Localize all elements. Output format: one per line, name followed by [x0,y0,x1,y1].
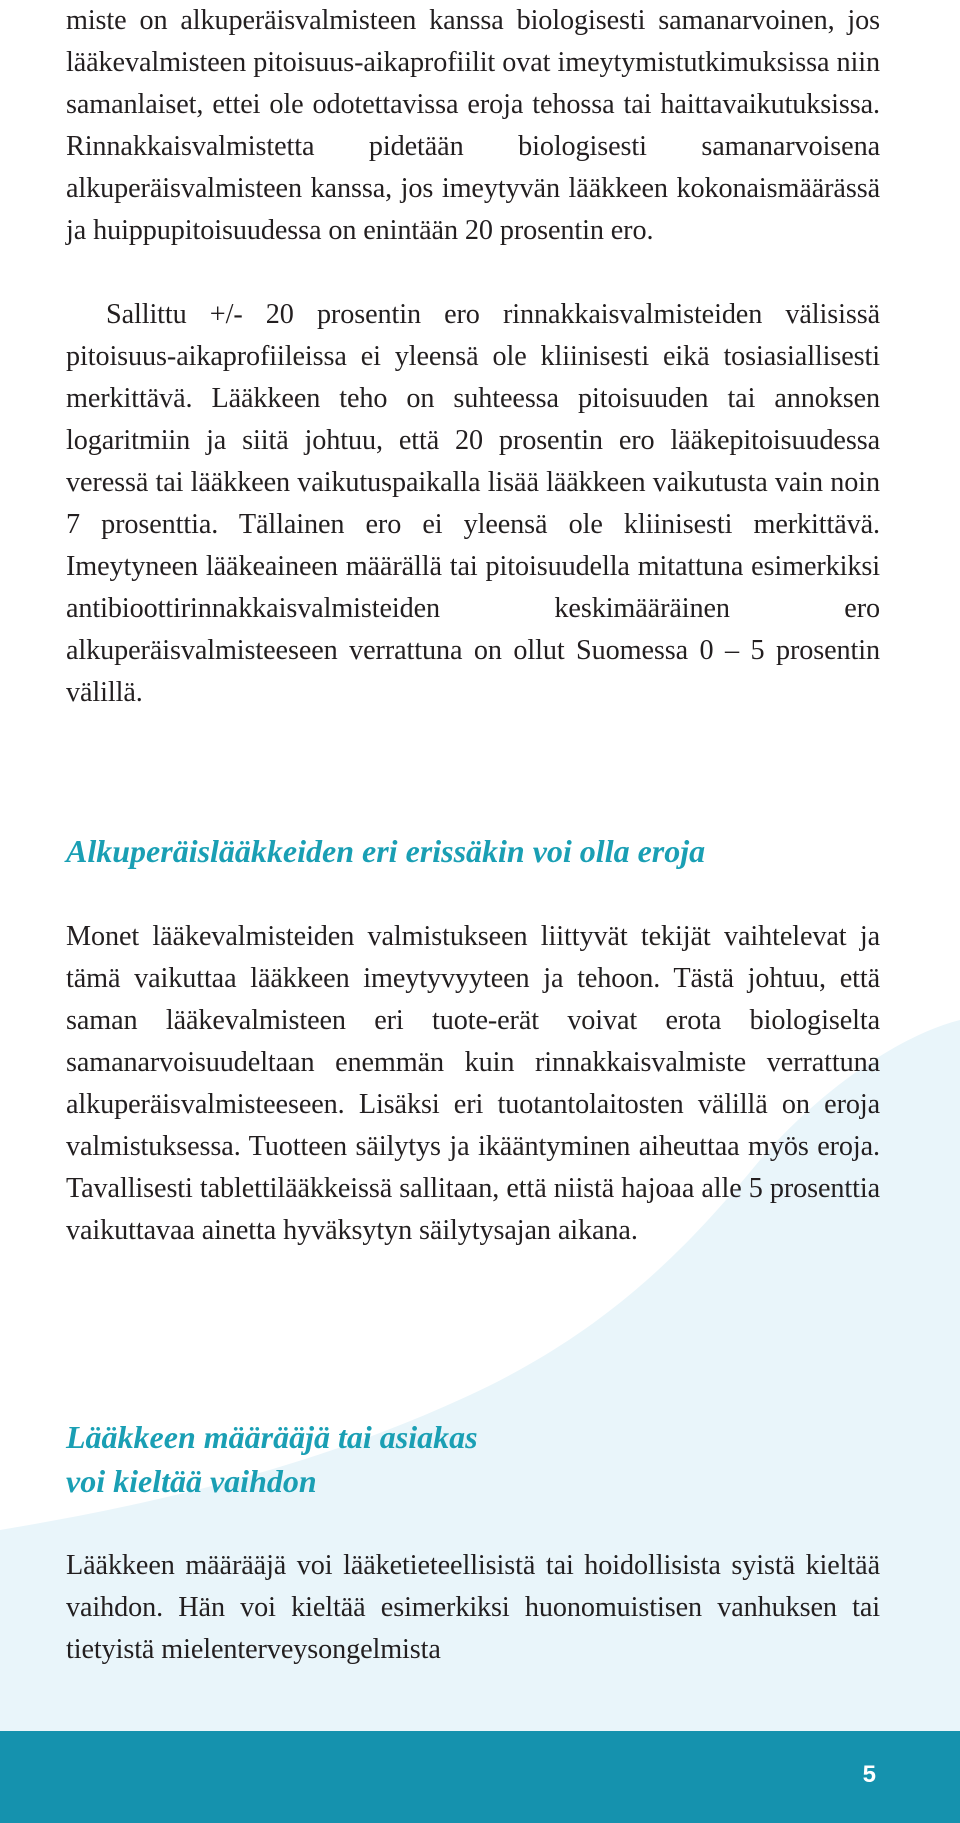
body-paragraph-2: Sallittu +/- 20 prosentin ero rinnakkaisvalmisteiden välisissä pitoisuus-aikaprofiileissa ei yleensä ole kliinisesti eikä tosiasiallisesti merkittävä. Lääkkeen teho on suhteessa pitoisuuden tai annoksen logaritmiin ja siitä johtuu, että 20 prosentin ero lääkepitoisuudessa veressä tai lääkkeen vaikutuspaikalla lisää lääkkeen vaikutusta vain noin 7 prosenttia. Tällainen ero ei yleensä ole kliinisesti merkittävä. Imeytyneen lääkeaineen määrällä tai pitoisuudella mitattuna esimerkiksi antibioottirinnakkaisvalmisteiden keskimääräinen ero alkuperäisvalmisteeseen verrattuna on ollut Suomessa 0 – 5 prosentin välillä. [66,299,880,708]
section-heading-line: Lääkkeen määrääjä tai asiakas [66,1419,478,1455]
section-heading-line: voi kieltää vaihdon [66,1463,317,1499]
section-heading-batch-differences [66,829,705,873]
section-heading-prohibit-substitution [66,1415,478,1503]
footer-bar [0,1731,960,1823]
page-number: 5 [862,1761,876,1788]
body-paragraph-1: miste on alkuperäisvalmisteen kanssa biologisesti samanarvoinen, jos lääkevalmisteen pitoisuus-aikaprofiilit ovat imeytymistutkimuksissa niin samanlaiset, ettei ole odotettavissa eroja tehossa tai haittavaikutuksissa. Rinnakkaisvalmistetta pidetään biologisesti samanarvoisena alkuperäisvalmisteen kanssa, jos imeytyvän lääkkeen kokonaismäärässä ja huippupitoisuudessa on enintään 20 prosentin ero. [66,5,880,246]
section-body-prohibit-substitution: Lääkkeen määrääjä voi lääketieteellisistä tai hoidollisista syistä kieltää vaihdon. Hän voi kieltää esimerkiksi huonomuistisen vanhuksen tai tietyistä mielenterveysongelmista [66,1550,880,1665]
section-body-batch-differences: Monet lääkevalmisteiden valmistukseen liittyvät tekijät vaihtelevat ja tämä vaikuttaa lääkkeen imeytyvyyteen ja tehoon. Tästä johtuu, että saman lääkevalmisteen eri tuote-erät voivat erota biologiselta samanarvoisuudeltaan enemmän kuin rinnakkaisvalmiste verrattuna alkuperäisvalmisteeseen. Lisäksi eri tuotantolaitosten välillä on eroja valmistuksessa. Tuotteen säilytys ja ikääntyminen aiheuttaa myös eroja. Tavallisesti tablettilääkkeissä sallitaan, että niistä hajoaa alle 5 prosenttia vaikuttavaa ainetta hyväksytyn säilytysajan aikana. [66,921,880,1246]
section-heading-line: Alkuperäislääkkeiden eri erissäkin voi olla eroja [66,833,706,869]
